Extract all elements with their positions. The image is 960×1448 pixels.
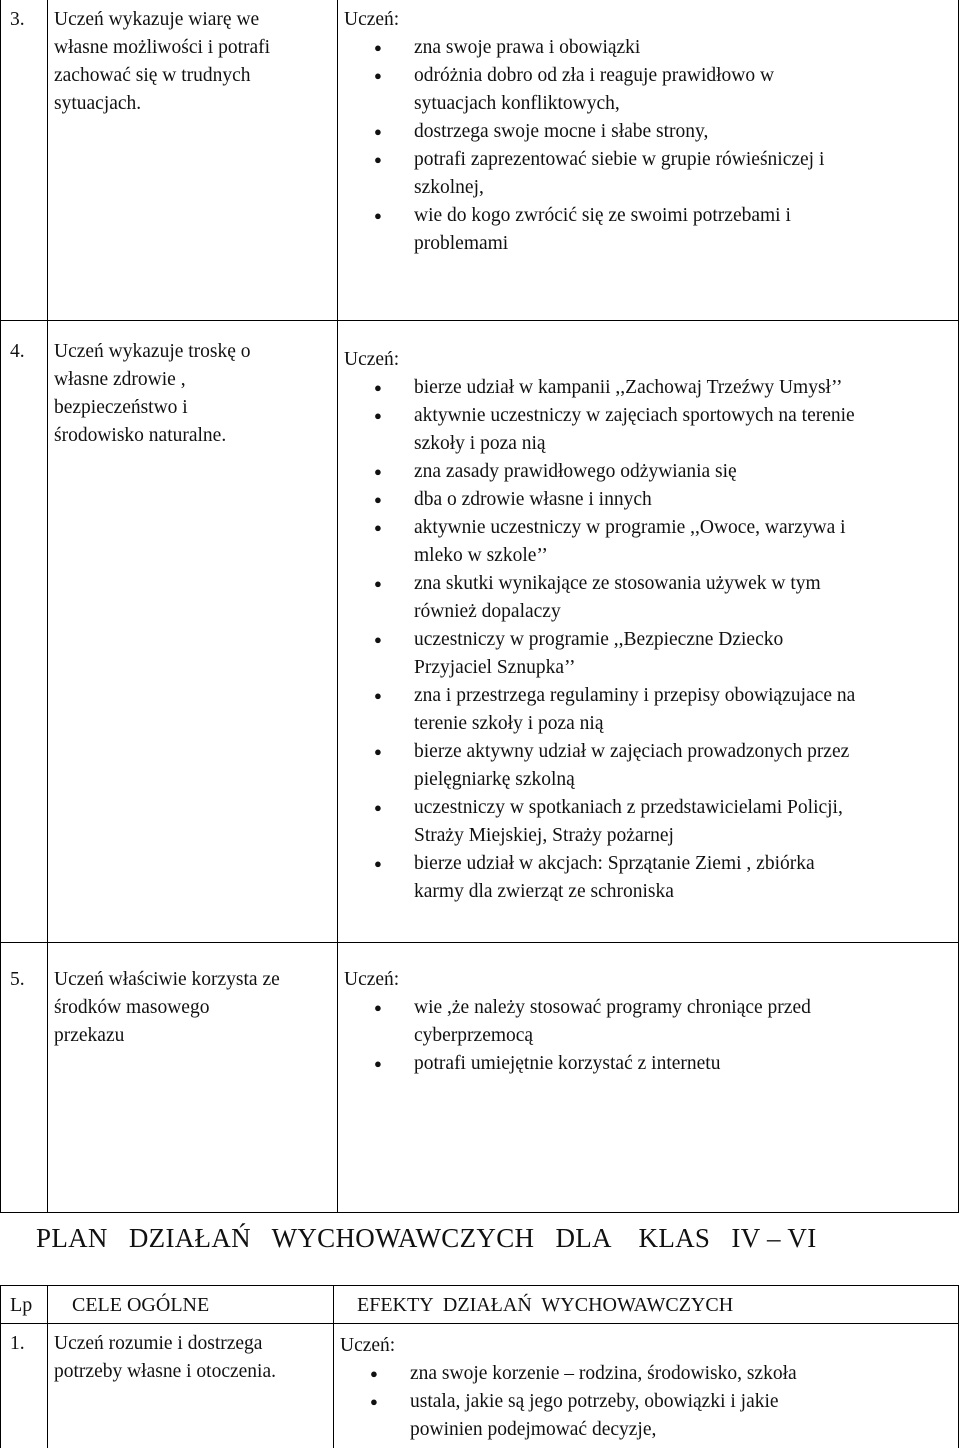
goal-line: Uczeń wykazuje wiarę we xyxy=(54,9,260,30)
bullet-icon: ● xyxy=(370,1394,378,1409)
column-header-goals: CELE OGÓLNE xyxy=(72,1294,210,1316)
row-number: 5. xyxy=(10,969,25,990)
bullet-icon: ● xyxy=(374,800,382,815)
student-header: Uczeń: xyxy=(344,9,400,30)
plan-title: PLAN DZIAŁAŃ WYCHOWAWCZYCH DLA KLAS IV – VI xyxy=(36,1223,817,1253)
general-goal xyxy=(54,1330,336,1386)
row-number: 1. xyxy=(10,1333,25,1354)
goal-line: Uczeń właściwie korzysta ze xyxy=(54,969,280,990)
goal-line: własne możliwości i potrafi xyxy=(54,37,271,58)
bullet-icon: ● xyxy=(374,856,382,871)
list-item: ● zna i przestrzega regulaminy i przepisy obowiązujace na terenie szkoły i poza nią xyxy=(344,682,960,738)
general-goal xyxy=(54,6,336,118)
bullet-icon: ● xyxy=(374,1056,382,1071)
table2-border-left xyxy=(0,1285,1,1448)
goal-line: potrzeby własne i otoczenia. xyxy=(54,1361,276,1382)
list-item: ● zna zasady prawidłowego odżywiania się xyxy=(344,458,960,486)
bullet-icon: ● xyxy=(374,576,382,591)
bullet-icon: ● xyxy=(374,520,382,535)
goal-line: sytuacjach. xyxy=(54,93,142,114)
row-number: 3. xyxy=(10,9,25,30)
bullet-icon: ● xyxy=(374,492,382,507)
effects-list xyxy=(344,994,960,1078)
list-item: ● bierze udział w kampanii ,,Zachowaj Trzeźwy Umysł’’ xyxy=(344,374,960,402)
table2-column-divider-num xyxy=(47,1285,48,1448)
goal-line: bezpieczeństwo i xyxy=(54,397,188,418)
effects-cell xyxy=(340,1332,956,1444)
row-number: 4. xyxy=(10,341,25,362)
student-header: Uczeń: xyxy=(344,349,400,370)
effects-list xyxy=(344,374,960,906)
bullet-icon: ● xyxy=(374,632,382,647)
list-item: ● aktywnie uczestniczy w zajęciach sportowych na terenie szkoły i poza nią xyxy=(344,402,960,458)
list-item: ● dostrzega swoje mocne i słabe strony, xyxy=(344,118,960,146)
bullet-icon: ● xyxy=(374,40,382,55)
goal-line: środków masowego xyxy=(54,997,210,1018)
student-header: Uczeń: xyxy=(340,1335,396,1356)
effects-cell xyxy=(344,6,960,258)
table2-border-top xyxy=(0,1285,959,1286)
table-border-left xyxy=(0,0,1,1213)
list-item: ● zna skutki wynikające ze stosowania używek w tym również dopalaczy xyxy=(344,570,960,626)
bullet-icon: ● xyxy=(370,1366,378,1381)
goal-line: Uczeń rozumie i dostrzega xyxy=(54,1333,263,1354)
list-item: ● wie ,że należy stosować programy chroniące przed cyberprzemocą xyxy=(344,994,960,1050)
table2-header-divider xyxy=(0,1323,959,1324)
bullet-icon: ● xyxy=(374,152,382,167)
goal-line: środowisko naturalne. xyxy=(54,425,227,446)
list-item: ● zna swoje prawa i obowiązki xyxy=(344,34,960,62)
goal-line: Uczeń wykazuje troskę o xyxy=(54,341,251,362)
column-header-lp: Lp xyxy=(10,1294,33,1316)
general-goal xyxy=(54,338,336,450)
bullet-icon: ● xyxy=(374,208,382,223)
bullet-icon: ● xyxy=(374,744,382,759)
list-item: ● odróżnia dobro od zła i reaguje prawidłowo w sytuacjach konfliktowych, xyxy=(344,62,960,118)
list-item: ● aktywnie uczestniczy w programie ,,Owoce, warzywa i mleko w szkole’’ xyxy=(344,514,960,570)
list-item: ● bierze udział w akcjach: Sprzątanie Ziemi , zbiórka karmy dla zwierząt ze schroniska xyxy=(344,850,960,906)
list-item: ● uczestniczy w spotkaniach z przedstawicielami Policji, Straży Miejskiej, Straży pożarnej xyxy=(344,794,960,850)
list-item: ● ustala, jakie są jego potrzeby, obowiązki i jakie powinien podejmować decyzje, xyxy=(340,1388,956,1444)
bullet-icon: ● xyxy=(374,68,382,83)
list-item: ● uczestniczy w programie ,,Bezpieczne Dziecko Przyjaciel Sznupka’’ xyxy=(344,626,960,682)
column-divider-num xyxy=(47,0,48,1213)
list-item: ● potrafi umiejętnie korzystać z internetu xyxy=(344,1050,960,1078)
row-divider-3-4 xyxy=(0,320,959,321)
goal-line: własne zdrowie , xyxy=(54,369,186,390)
bullet-icon: ● xyxy=(374,380,382,395)
effects-list xyxy=(340,1360,956,1444)
general-goal xyxy=(54,966,336,1050)
bullet-icon: ● xyxy=(374,124,382,139)
effects-list xyxy=(344,34,960,258)
list-item: ● wie do kogo zwrócić się ze swoimi potrzebami i problemami xyxy=(344,202,960,258)
list-item: ● dba o zdrowie własne i innych xyxy=(344,486,960,514)
goal-line: zachować się w trudnych xyxy=(54,65,251,86)
column-divider-goals xyxy=(337,0,338,1213)
bullet-icon: ● xyxy=(374,1000,382,1015)
bullet-icon: ● xyxy=(374,464,382,479)
table2-border-right xyxy=(958,1285,959,1448)
effects-cell xyxy=(344,346,960,906)
effects-cell xyxy=(344,966,960,1078)
list-item: ● bierze aktywny udział w zajęciach prowadzonych przez pielęgniarkę szkolną xyxy=(344,738,960,794)
bullet-icon: ● xyxy=(374,408,382,423)
row-divider-4-5 xyxy=(0,942,959,943)
list-item: ● zna swoje korzenie – rodzina, środowisko, szkoła xyxy=(340,1360,956,1388)
table-border-bottom xyxy=(0,1212,959,1213)
list-item: ● potrafi zaprezentować siebie w grupie rówieśniczej i szkolnej, xyxy=(344,146,960,202)
student-header: Uczeń: xyxy=(344,969,400,990)
goal-line: przekazu xyxy=(54,1025,125,1046)
bullet-icon: ● xyxy=(374,688,382,703)
column-header-effects: EFEKTY DZIAŁAŃ WYCHOWAWCZYCH xyxy=(357,1294,734,1316)
